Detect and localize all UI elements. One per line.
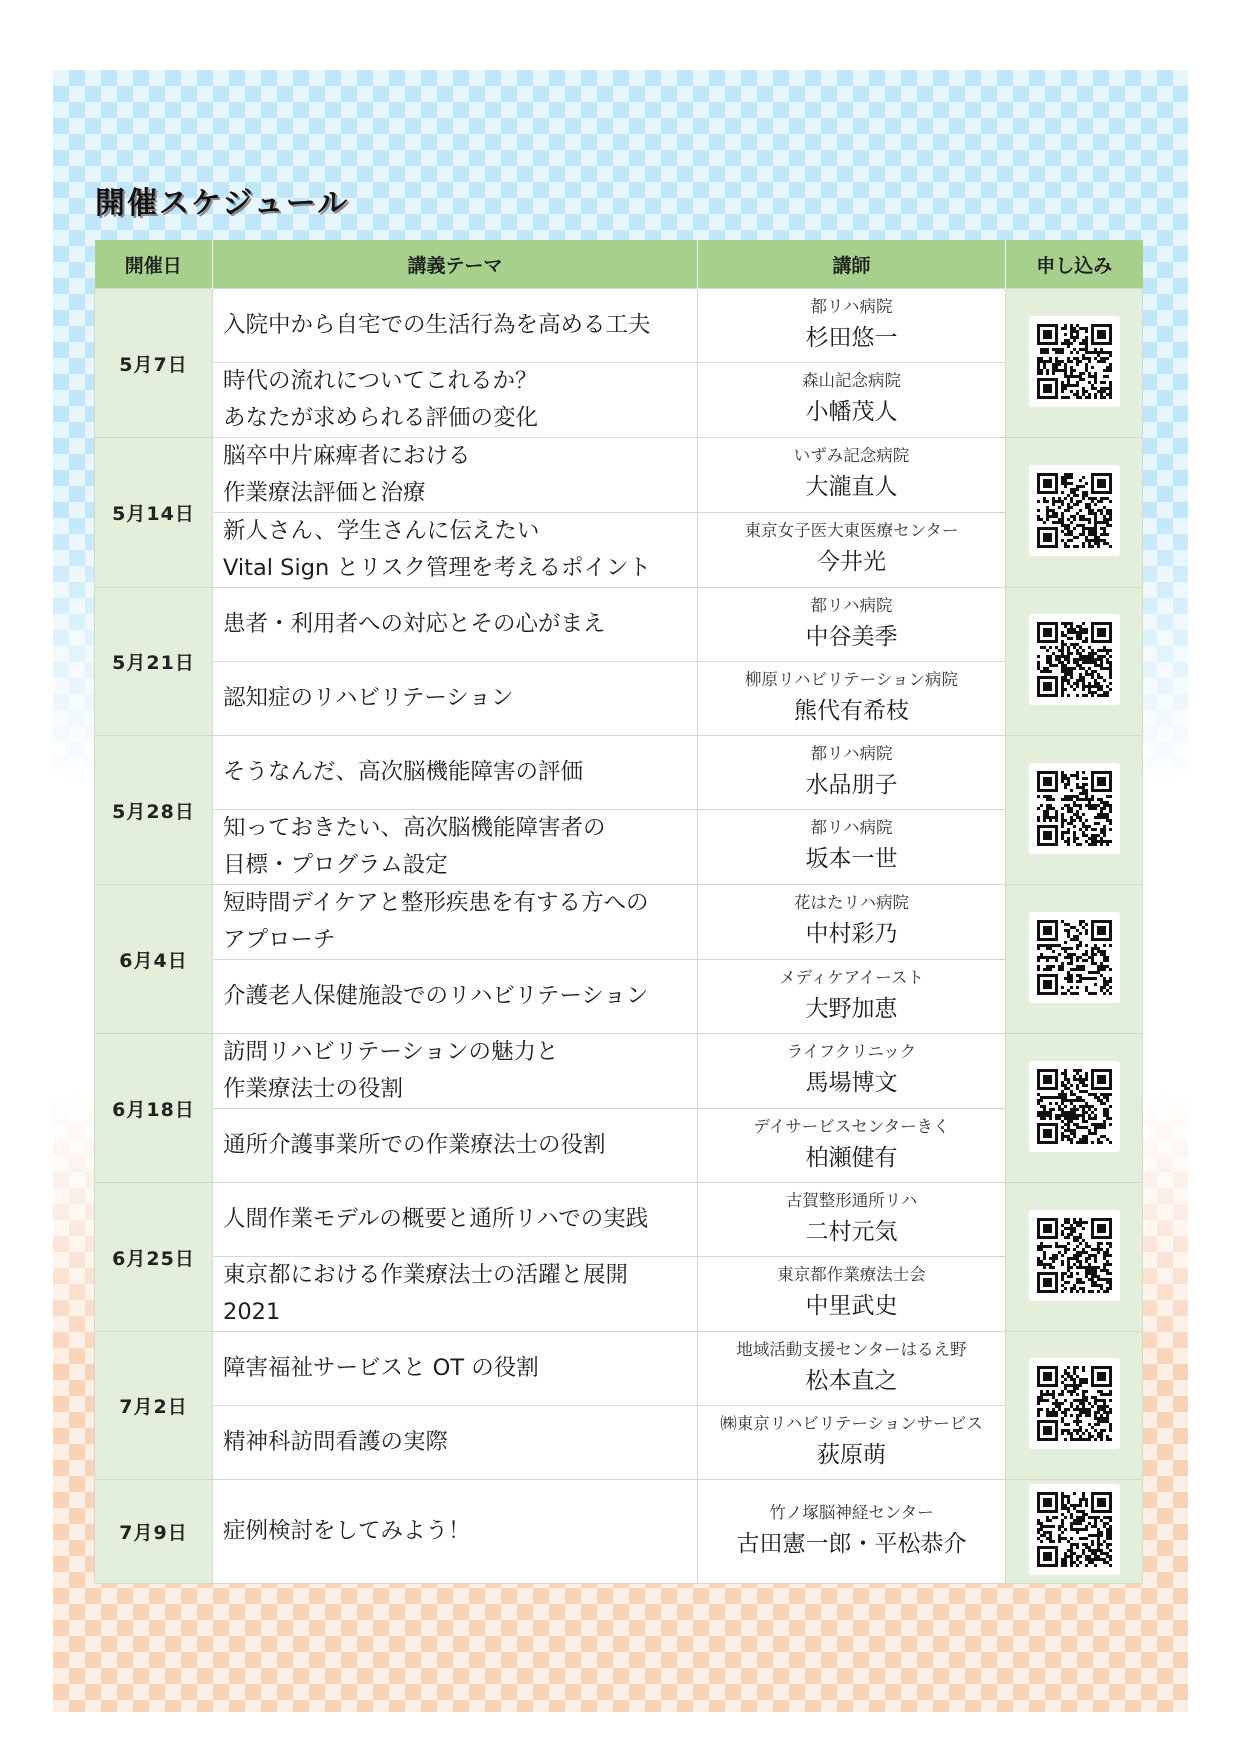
table-row	[95, 1034, 1143, 1109]
lecturer-name: 中村彩乃	[805, 921, 898, 947]
lecturer-cell	[698, 662, 1006, 736]
lecturer-name: 二村元気	[805, 1218, 898, 1245]
lecturer-name: 馬場博文	[805, 1070, 898, 1096]
header-apply: 申し込み	[1006, 240, 1143, 289]
lecturer-cell	[698, 960, 1006, 1034]
lecturer-cell	[698, 885, 1006, 960]
lecturer-affiliation: 竹ノ塚脳神経センター	[769, 1502, 934, 1522]
lecturer-affiliation: 都リハ病院	[810, 595, 893, 615]
table-row	[95, 1480, 1143, 1584]
table-row	[95, 960, 1143, 1034]
lecture-theme: 時代の流れについてこれるか？ あなたが求められる評価の変化	[213, 363, 698, 438]
lecture-theme: 新人さん、学生さんに伝えたい Vital Sign とリスク管理を考えるポイント	[213, 513, 698, 588]
lecturer-name: 荻原萌	[817, 1441, 886, 1468]
lecturer-cell	[698, 1257, 1006, 1332]
table-row	[95, 736, 1143, 810]
lecture-theme: 短時間デイケアと整形疾患を有する方への アプローチ	[213, 885, 698, 960]
session-date: 7月9日	[95, 1480, 213, 1584]
table-row	[95, 1332, 1143, 1406]
lecturer-affiliation: 都リハ病院	[810, 296, 893, 316]
session-date: 5月28日	[95, 736, 213, 885]
apply-cell	[1006, 736, 1143, 885]
lecturer-name: 松本直之	[805, 1367, 898, 1394]
lecture-theme: 症例検討をしてみよう！	[213, 1480, 698, 1584]
table-row	[95, 363, 1143, 438]
lecturer-affiliation: 都リハ病院	[810, 743, 893, 763]
apply-cell	[1006, 1332, 1143, 1480]
lecture-theme: 認知症のリハビリテーション	[213, 662, 698, 736]
lecturer-name: 今井光	[817, 549, 886, 575]
lecture-theme: 通所介護事業所での作業療法士の役割	[213, 1109, 698, 1183]
lecturer-name: 大野加恵	[805, 995, 898, 1022]
lecturer-name: 大瀧直人	[805, 474, 898, 500]
lecturer-affiliation: ㈱東京リハビリテーションサービス	[720, 1413, 983, 1433]
lecture-theme: 介護老人保健施設でのリハビリテーション	[213, 960, 698, 1034]
table-row	[95, 438, 1143, 513]
lecturer-cell	[698, 1109, 1006, 1183]
table-row	[95, 662, 1143, 736]
lecturer-affiliation: 東京女子医大東医療センター	[744, 521, 959, 540]
lecturer-affiliation: ライフクリニック	[786, 1042, 917, 1061]
lecture-theme: 訪問リハビリテーションの魅力と 作業療法士の役割	[213, 1034, 698, 1109]
session-date: 6月18日	[95, 1034, 213, 1183]
qr-code-icon[interactable]	[1029, 1210, 1120, 1301]
apply-cell	[1006, 289, 1143, 438]
session-date: 5月14日	[95, 438, 213, 588]
table-row	[95, 588, 1143, 662]
apply-cell	[1006, 588, 1143, 736]
table-row	[95, 1183, 1143, 1257]
qr-code-icon[interactable]	[1029, 614, 1120, 705]
lecture-theme: そうなんだ、高次脳機能障害の評価	[213, 736, 698, 810]
session-date: 6月4日	[95, 885, 213, 1034]
header-theme: 講義テーマ	[213, 240, 698, 289]
qr-code-icon[interactable]	[1029, 912, 1120, 1003]
lecturer-affiliation: 柳原リハビリテーション病院	[744, 669, 958, 689]
table-row	[95, 289, 1143, 363]
lecturer-name: 中谷美季	[805, 623, 898, 650]
header-date: 開催日	[95, 240, 213, 289]
table-row	[95, 810, 1143, 885]
table-row	[95, 1109, 1143, 1183]
lecturer-name: 杉田悠一	[805, 324, 898, 351]
lecturer-cell	[698, 736, 1006, 810]
lecturer-cell	[698, 1183, 1006, 1257]
lecturer-cell	[698, 1332, 1006, 1406]
qr-code-icon[interactable]	[1029, 1061, 1120, 1152]
session-date: 6月25日	[95, 1183, 213, 1332]
lecturer-affiliation: 森山記念病院	[802, 371, 901, 390]
lecturer-affiliation: 東京都作業療法士会	[777, 1265, 926, 1284]
session-date: 5月7日	[95, 289, 213, 438]
lecturer-affiliation: いずみ記念病院	[793, 446, 910, 465]
table-row	[95, 885, 1143, 960]
lecturer-name: 坂本一世	[805, 846, 898, 872]
qr-code-icon[interactable]	[1029, 1484, 1120, 1575]
header-lecturer: 講師	[698, 240, 1006, 289]
lecturer-name: 水品朋子	[805, 771, 898, 798]
lecturer-name: 柏瀬健有	[805, 1144, 898, 1171]
lecture-theme: 人間作業モデルの概要と通所リハでの実践	[213, 1183, 698, 1257]
lecturer-affiliation: 古賀整形通所リハ	[785, 1190, 918, 1210]
apply-cell	[1006, 1480, 1143, 1584]
lecture-theme: 脳卒中片麻痺者における 作業療法評価と治療	[213, 438, 698, 513]
lecturer-name: 熊代有希枝	[794, 697, 909, 724]
apply-cell	[1006, 885, 1143, 1034]
qr-code-icon[interactable]	[1029, 465, 1120, 556]
table-row	[95, 1257, 1143, 1332]
apply-cell	[1006, 1183, 1143, 1332]
lecturer-cell	[698, 513, 1006, 588]
table-row	[95, 1406, 1143, 1480]
table-row	[95, 513, 1143, 588]
lecturer-affiliation: 花はたリハ病院	[793, 893, 909, 912]
qr-code-icon[interactable]	[1029, 1358, 1120, 1449]
lecture-theme: 東京都における作業療法士の活躍と展開 2021	[213, 1257, 698, 1332]
apply-cell	[1006, 1034, 1143, 1183]
lecturer-cell	[698, 1480, 1006, 1584]
lecture-theme: 障害福祉サービスと OT の役割	[213, 1332, 698, 1406]
lecturer-name: 小幡茂人	[805, 399, 898, 425]
lecturer-name: 古田憲一郎・平松恭介	[736, 1530, 967, 1557]
lecturer-cell	[698, 810, 1006, 885]
schedule-table	[94, 240, 1143, 1584]
session-date: 7月2日	[95, 1332, 213, 1480]
apply-cell	[1006, 438, 1143, 588]
lecturer-cell	[698, 1406, 1006, 1480]
lecture-theme: 精神科訪問看護の実際	[213, 1406, 698, 1480]
lecturer-cell	[698, 1034, 1006, 1109]
lecturer-affiliation: 地域活動支援センターはるえ野	[736, 1339, 967, 1359]
table-header-row	[95, 240, 1143, 289]
lecturer-cell	[698, 289, 1006, 363]
qr-code-icon[interactable]	[1029, 763, 1120, 854]
lecturer-affiliation: 都リハ病院	[810, 818, 893, 837]
lecturer-name: 中里武史	[805, 1293, 898, 1319]
session-date: 5月21日	[95, 588, 213, 736]
lecturer-cell	[698, 363, 1006, 438]
lecturer-cell	[698, 438, 1006, 513]
lecturer-affiliation: メディケアイースト	[779, 967, 924, 987]
lecture-theme: 患者・利用者への対応とその心がまえ	[213, 588, 698, 662]
page-title: 開催スケジュール	[95, 186, 350, 221]
qr-code-icon[interactable]	[1029, 316, 1120, 407]
lecturer-affiliation: デイサービスセンターきく	[753, 1116, 950, 1136]
lecture-theme: 知っておきたい、高次脳機能障害者の 目標・プログラム設定	[213, 810, 698, 885]
lecturer-cell	[698, 588, 1006, 662]
lecture-theme: 入院中から自宅での生活行為を高める工夫	[213, 289, 698, 363]
schedule-body	[95, 289, 1143, 1584]
